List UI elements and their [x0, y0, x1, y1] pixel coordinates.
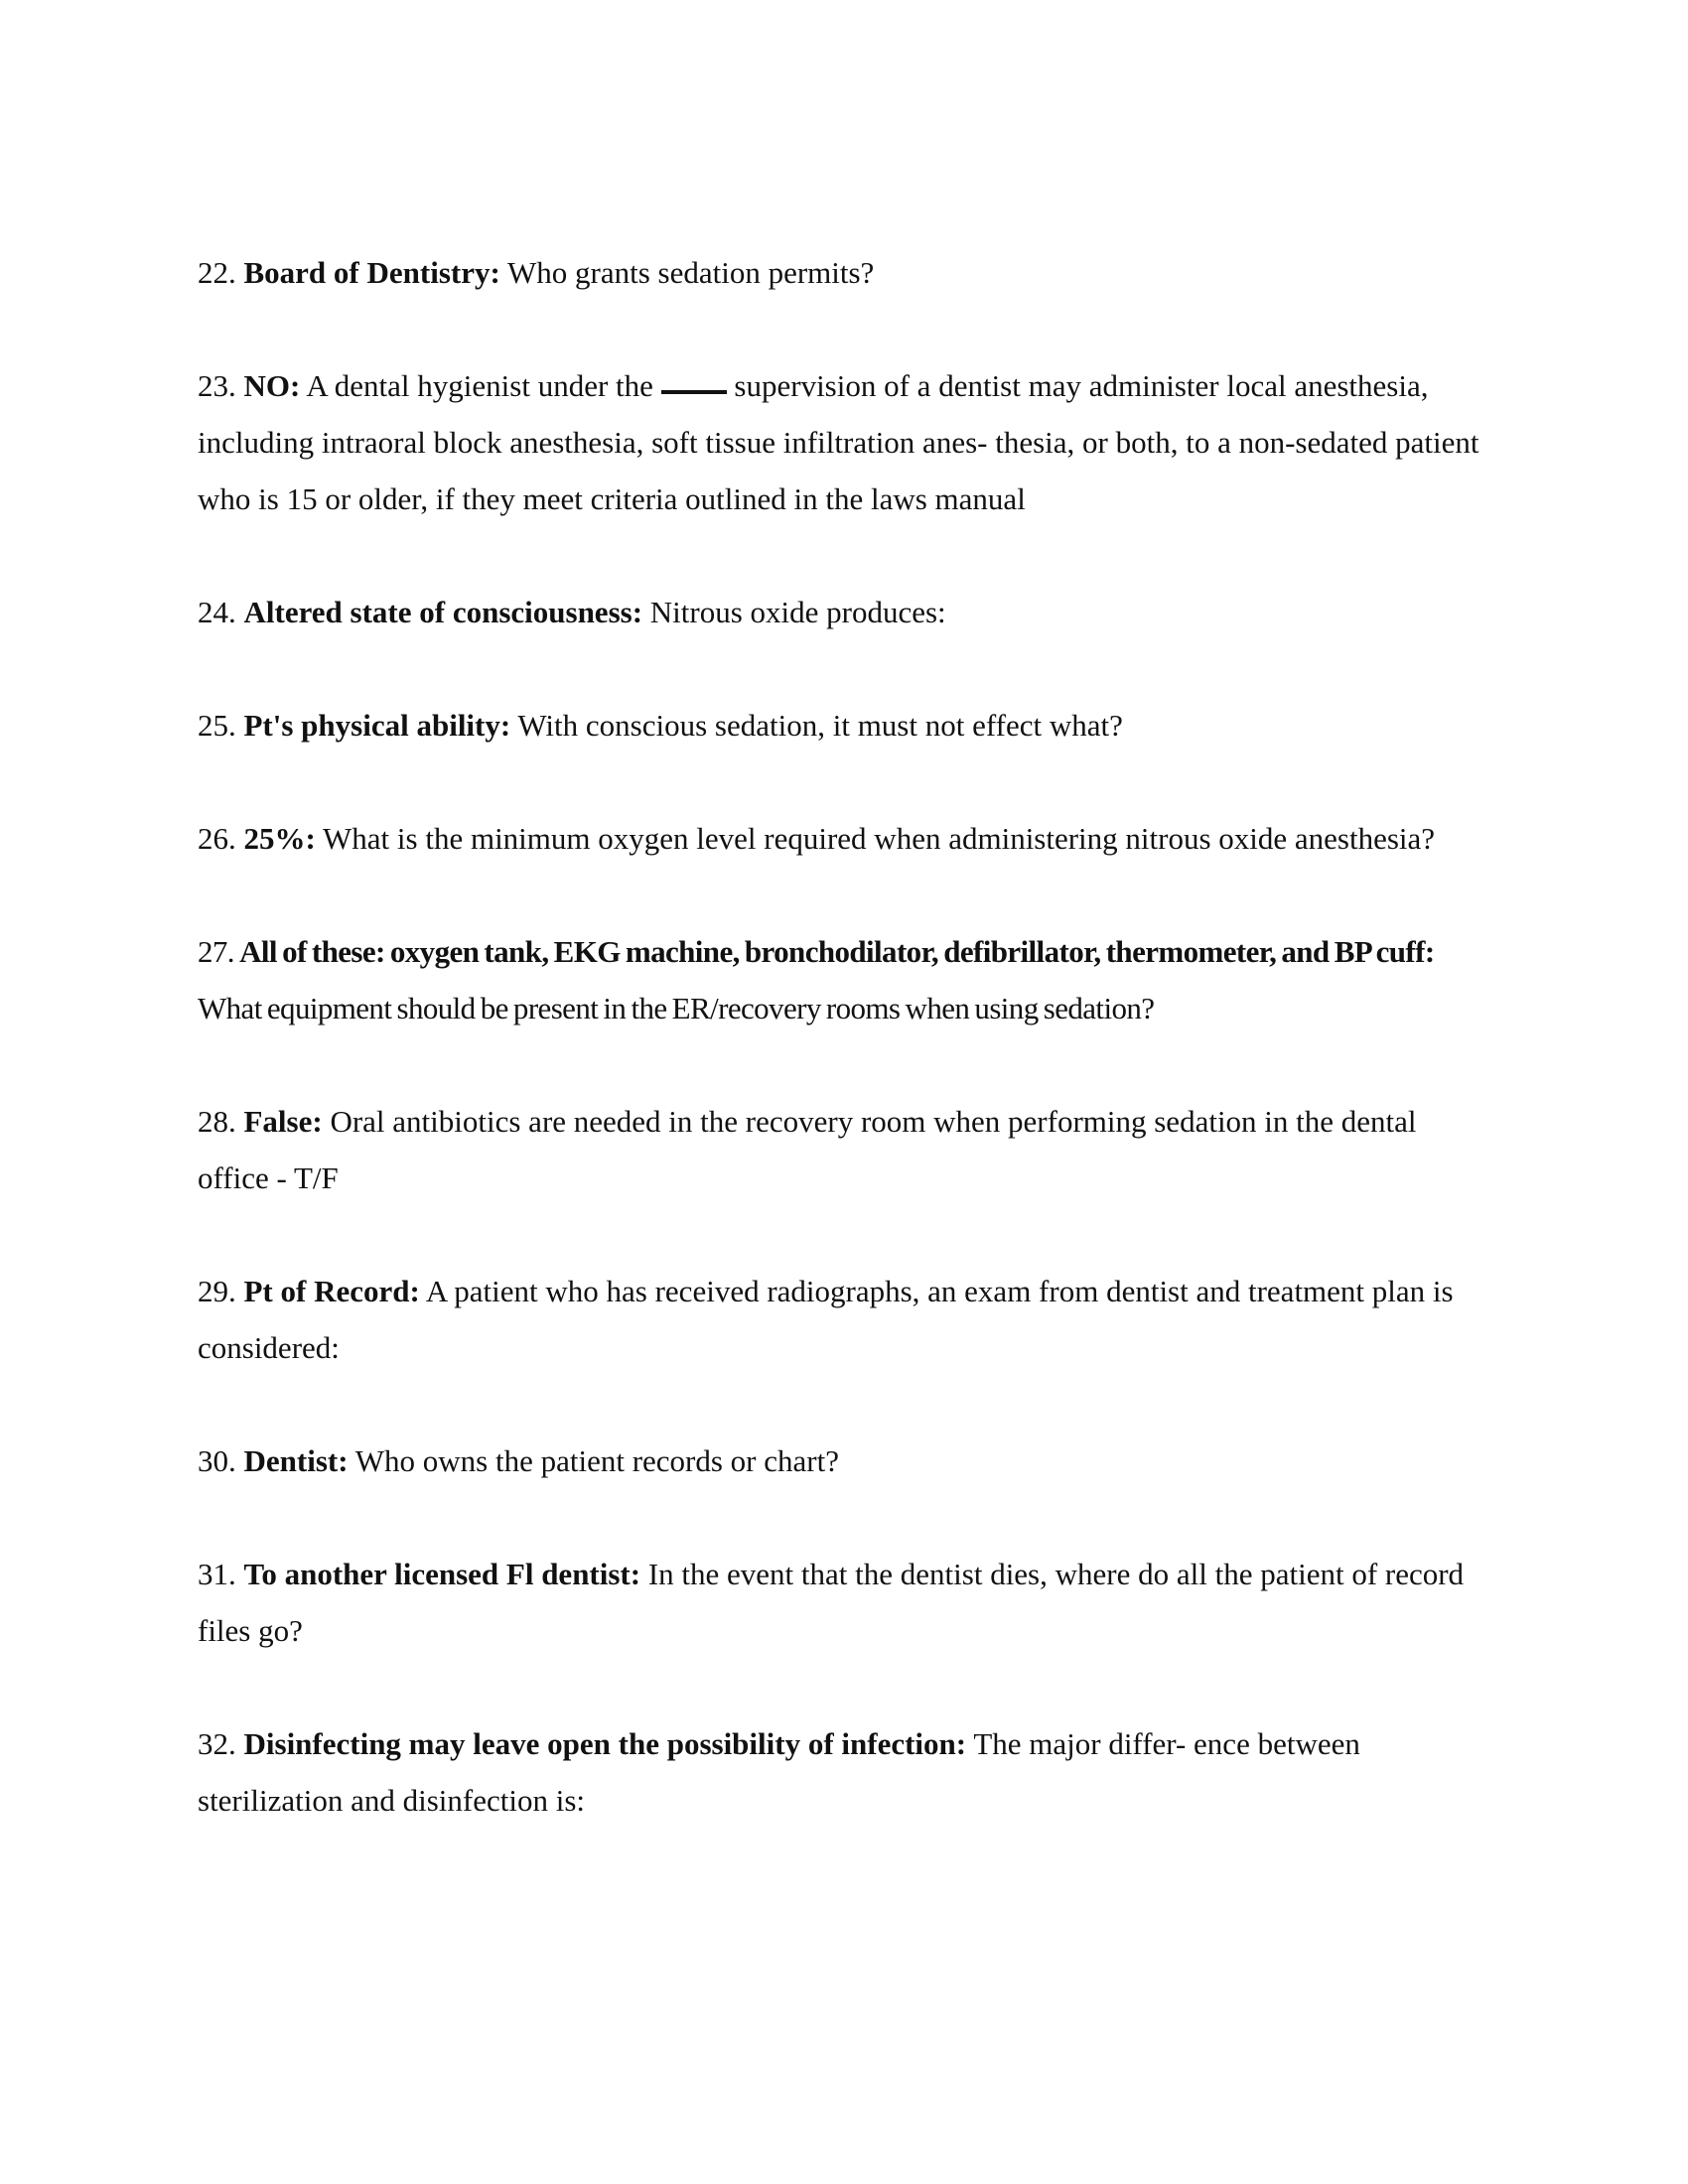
item-answer: All of these: oxygen tank, EKG machine, bronchodilator, defibrillator, thermometer, and BP cuff: — [239, 934, 1435, 969]
list-item — [198, 1546, 1480, 1659]
item-answer: 25%: — [243, 821, 316, 856]
item-question: Who grants sedation permits? — [507, 255, 875, 290]
item-answer: To another licensed Fl dentist: — [243, 1557, 641, 1591]
item-number: 24. — [198, 595, 236, 629]
item-number: 27. — [198, 934, 234, 969]
item-answer: Disinfecting may leave open the possibility of infection: — [243, 1726, 967, 1761]
item-question: Who owns the patient records or chart? — [354, 1443, 839, 1478]
list-item — [198, 357, 1480, 527]
item-question: What equipment should be present in the ER/recovery rooms when using sedation? — [198, 991, 1155, 1025]
item-question: A patient who has received radiographs, an exam from dentist and treatment plan is considered: — [198, 1274, 1454, 1365]
item-number: 25. — [198, 708, 236, 743]
item-number: 23. — [198, 368, 236, 403]
list-item — [198, 1715, 1480, 1829]
item-question-prefix: A dental hygienist under the — [306, 368, 653, 403]
item-question: With conscious sedation, it must not effect what? — [517, 708, 1123, 743]
list-item — [198, 244, 1480, 301]
item-number: 22. — [198, 255, 236, 290]
item-answer: NO: — [243, 368, 301, 403]
fill-in-blank — [661, 390, 727, 394]
item-answer: Board of Dentistry: — [243, 255, 500, 290]
list-item — [198, 810, 1480, 867]
item-question: What is the minimum oxygen level required when administering nitrous oxide anesthesia? — [323, 821, 1436, 856]
item-question: In the event that the dentist dies, where do all the patient of record files go? — [198, 1557, 1465, 1648]
item-answer: Pt's physical ability: — [243, 708, 511, 743]
item-question: Nitrous oxide produces: — [649, 595, 946, 629]
item-number: 32. — [198, 1726, 236, 1761]
item-answer: Altered state of consciousness: — [243, 595, 643, 629]
item-number: 30. — [198, 1443, 236, 1478]
item-answer: Pt of Record: — [243, 1274, 420, 1308]
flashcard-list — [198, 244, 1480, 1885]
item-answer: Dentist: — [243, 1443, 349, 1478]
item-number: 29. — [198, 1274, 236, 1308]
item-number: 26. — [198, 821, 236, 856]
list-item — [198, 1093, 1480, 1206]
list-item — [198, 697, 1480, 753]
item-question: Oral antibiotics are needed in the recovery room when performing sedation in the dental office - T/F — [198, 1104, 1417, 1195]
item-number: 28. — [198, 1104, 236, 1139]
item-question: The major differ- ence between sterilization and disinfection is: — [198, 1726, 1360, 1818]
item-answer: False: — [243, 1104, 323, 1139]
list-item — [198, 923, 1480, 1036]
list-item — [198, 584, 1480, 640]
list-item — [198, 1433, 1480, 1489]
list-item — [198, 1263, 1480, 1376]
item-number: 31. — [198, 1557, 236, 1591]
item-question: supervision of a dentist may administer local anesthesia, including intraoral block anesthesia, soft tissue infiltration anes- thesia, or both, to a non-sedated patient who is 15 or older, if they meet criteria outlined in the laws manual — [198, 368, 1479, 516]
